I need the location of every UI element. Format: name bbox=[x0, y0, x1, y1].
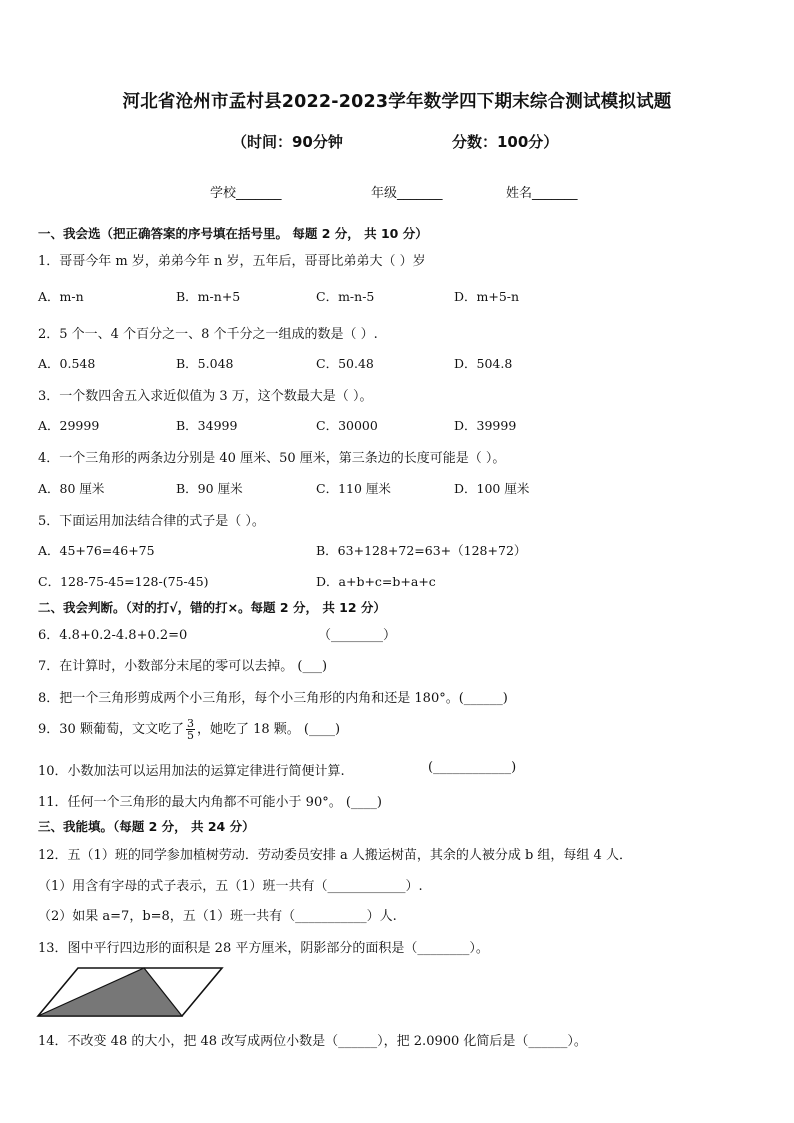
q5-option-a: A．45+76=46+75 bbox=[38, 543, 155, 558]
question-7: 7．在计算时，小数部分末尾的零可以去掉。 (___) bbox=[38, 659, 328, 674]
q4-option-a: A．80 厘米 bbox=[38, 481, 105, 496]
q9-text-start: 9．30 颗葡萄，文文吃了 bbox=[38, 722, 184, 737]
exam-title: 河北省沧州市孟村县2022-2023学年数学四下期末综合测试模拟试题 bbox=[122, 92, 672, 112]
question-5: 5．下面运用加法结合律的式子是（ ）。 bbox=[38, 514, 265, 529]
question-12-part-1: （1）用含有字母的式子表示，五（1）班一共有（____________）. bbox=[38, 879, 423, 894]
q9-fraction bbox=[186, 718, 195, 741]
question-12: 12．五（1）班的同学参加植树劳动．劳动委员安排 a 人搬运树苗，其余的人被分成 b 组，每组 4 人． bbox=[38, 848, 632, 863]
question-10: 10．小数加法可以运用加法的运算定律进行简便计算. bbox=[38, 764, 345, 779]
question-4: 4．一个三角形的两条边分别是 40 厘米、50 厘米，第三条边的长度可能是（ ）。 bbox=[38, 451, 506, 466]
exam-score: 分数：100分） bbox=[452, 133, 559, 151]
q1-option-a: A．m-n bbox=[38, 289, 84, 304]
q4-option-c: C．110 厘米 bbox=[316, 481, 391, 496]
question-12-part-2: （2）如果 a=7，b=8，五（1）班一共有（___________）人. bbox=[38, 909, 397, 924]
question-14: 14．不改变 48 的大小，把 48 改写成两位小数是（______），把 2.0900 化简后是（______）。 bbox=[38, 1034, 587, 1049]
exam-time: （时间：90分钟 bbox=[232, 133, 343, 151]
q1-option-d: D．m+5-n bbox=[454, 289, 520, 304]
section-3-heading: 三、我能填。（每题 2 分， 共 24 分） bbox=[38, 819, 255, 834]
q1-option-b: B．m-n+5 bbox=[176, 289, 241, 304]
q9-text-end: ，她吃了 18 颗。 (____) bbox=[196, 722, 341, 737]
question-6: 6．4.8+0.2-4.8+0.2=0 bbox=[38, 628, 188, 643]
question-1: 1．哥哥今年 m 岁，弟弟今年 n 岁，五年后，哥哥比弟弟大（ ）岁 bbox=[38, 254, 426, 269]
q2-option-c: C．50.48 bbox=[316, 356, 374, 371]
q2-option-d: D．504.8 bbox=[454, 356, 513, 371]
question-3: 3．一个数四舍五入求近似值为 3 万，这个数最大是（ ）。 bbox=[38, 389, 373, 404]
q4-option-b: B．90 厘米 bbox=[176, 481, 243, 496]
q1-option-c: C．m-n-5 bbox=[316, 289, 375, 304]
question-9 bbox=[38, 718, 340, 741]
q2-option-a: A．0.548 bbox=[38, 356, 96, 371]
q5-option-b: B．63+128+72=63+（128+72） bbox=[316, 543, 527, 558]
section-1-heading: 一、我会选（把正确答案的序号填在括号里。 每题 2 分， 共 10 分） bbox=[38, 226, 428, 241]
q6-answer-blank: （________） bbox=[318, 628, 397, 643]
q3-option-a: A．29999 bbox=[38, 418, 100, 433]
q5-option-d: D．a+b+c=b+a+c bbox=[316, 574, 436, 589]
q2-option-b: B．5.048 bbox=[176, 356, 234, 371]
question-11: 11．任何一个三角形的最大内角都不可能小于 90°。 (____) bbox=[38, 795, 382, 810]
q3-option-b: B．34999 bbox=[176, 418, 238, 433]
section-2-heading: 二、我会判断。（对的打√，错的打×。每题 2 分， 共 12 分） bbox=[38, 600, 386, 615]
question-13: 13．图中平行四边形的面积是 28 平方厘米，阴影部分的面积是（________）。 bbox=[38, 941, 489, 956]
q4-option-d: D．100 厘米 bbox=[454, 481, 530, 496]
q9-denominator: 5 bbox=[186, 729, 194, 742]
school-field: 学校_______ bbox=[210, 186, 282, 201]
q10-answer-blank: (____________) bbox=[428, 760, 517, 775]
grade-field: 年级_______ bbox=[371, 186, 443, 201]
question-8: 8．把一个三角形剪成两个小三角形，每个小三角形的内角和还是 180°。(______) bbox=[38, 691, 508, 706]
q5-option-c: C．128-75-45=128-(75-45) bbox=[38, 574, 209, 589]
question-2: 2．5 个一、4 个百分之一、8 个千分之一组成的数是（ ）. bbox=[38, 327, 378, 342]
q9-numerator: 3 bbox=[186, 717, 194, 730]
q3-option-d: D．39999 bbox=[454, 418, 517, 433]
name-field: 姓名_______ bbox=[506, 186, 578, 201]
q3-option-c: C．30000 bbox=[316, 418, 378, 433]
parallelogram-figure bbox=[36, 964, 226, 1020]
